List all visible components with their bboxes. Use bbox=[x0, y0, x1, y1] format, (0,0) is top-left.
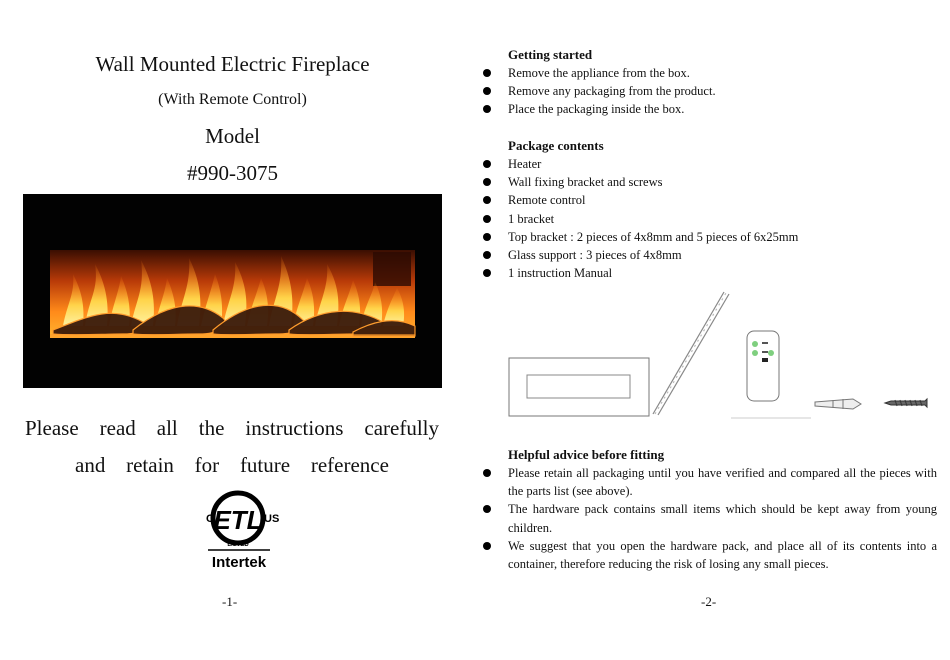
list-item: Remove the appliance from the box. bbox=[475, 64, 937, 82]
list-item: 1 instruction Manual bbox=[475, 264, 937, 282]
list-item: Glass support : 3 pieces of 4x8mm bbox=[475, 246, 937, 264]
list-item: Wall fixing bracket and screws bbox=[475, 173, 937, 191]
etl-us: US bbox=[264, 513, 280, 525]
getting-started-heading: Getting started bbox=[508, 47, 593, 62]
list-item: Remove any packaging from the product. bbox=[475, 82, 937, 100]
bullet-icon bbox=[483, 269, 491, 277]
bullet-icon bbox=[483, 469, 491, 477]
fireplace-photo bbox=[23, 194, 442, 388]
etl-mark: ETL bbox=[213, 505, 263, 535]
list-item: We suggest that you open the hardware pack, and place all of its contents into a container, therefore reducing the risk of losing any small pieces. bbox=[475, 537, 937, 573]
package-contents-diagram bbox=[503, 288, 943, 428]
list-item: Top bracket : 2 pieces of 4x8mm and 5 pieces of 6x25mm bbox=[475, 228, 937, 246]
list-item: Please retain all packaging until you have verified and compared all the pieces with the parts list (see above). bbox=[475, 464, 937, 500]
page-number-right: -2- bbox=[701, 594, 717, 609]
bullet-icon bbox=[483, 233, 491, 241]
list-item: 1 bracket bbox=[475, 210, 937, 228]
wall-plug-icon bbox=[815, 399, 861, 409]
bullet-icon bbox=[483, 178, 491, 186]
bullet-icon bbox=[483, 87, 491, 95]
bullet-icon bbox=[483, 69, 491, 77]
etl-listed: LISTED bbox=[227, 542, 249, 548]
instruction-notice-line2: and retain for future reference bbox=[75, 453, 389, 477]
heater-outline-icon bbox=[509, 358, 649, 416]
product-title: Wall Mounted Electric Fireplace bbox=[95, 52, 370, 76]
model-number: #990-3075 bbox=[187, 161, 278, 185]
bullet-icon bbox=[483, 215, 491, 223]
bullet-icon bbox=[483, 542, 491, 550]
right-page bbox=[475, 0, 950, 660]
intertek-brand: Intertek bbox=[211, 554, 267, 571]
wall-bracket-icon bbox=[653, 292, 729, 415]
model-label: Model bbox=[205, 124, 260, 148]
page-number-left: -1- bbox=[222, 594, 238, 609]
instruction-notice-line1: Please read all the instructions carefully bbox=[25, 416, 439, 440]
screw-icon bbox=[885, 399, 927, 407]
list-item: Heater bbox=[475, 155, 937, 173]
bullet-icon bbox=[483, 196, 491, 204]
list-item: The hardware pack contains small items which should be kept away from young children. bbox=[475, 500, 937, 536]
list-item: Remote control bbox=[475, 191, 937, 209]
etl-c: C bbox=[206, 513, 214, 525]
etl-certification-logo bbox=[200, 486, 290, 577]
helpful-advice-list bbox=[475, 464, 937, 573]
bullet-icon bbox=[483, 251, 491, 259]
left-page bbox=[0, 0, 465, 660]
product-subtitle: (With Remote Control) bbox=[158, 91, 307, 108]
bullet-icon bbox=[483, 505, 491, 513]
list-item: Place the packaging inside the box. bbox=[475, 100, 937, 118]
getting-started-list bbox=[475, 64, 937, 119]
bullet-icon bbox=[483, 160, 491, 168]
helpful-advice-heading: Helpful advice before fitting bbox=[508, 447, 665, 462]
remote-control-icon bbox=[731, 331, 811, 418]
package-contents-heading: Package contents bbox=[508, 138, 604, 153]
bullet-icon bbox=[483, 105, 491, 113]
package-contents-list bbox=[475, 155, 937, 282]
